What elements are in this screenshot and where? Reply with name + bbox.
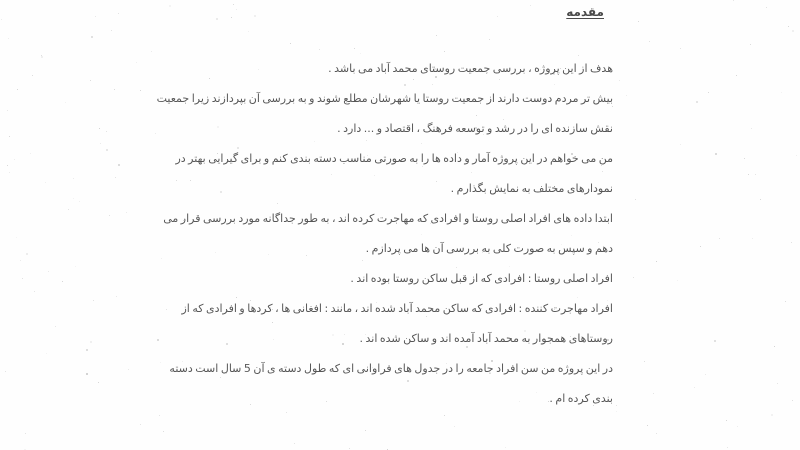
text-line: من می خواهم در این پروژه آمار و داده ها را به صورتی مناسب دسته بندی کنم و برای گیرایی بهتر در xyxy=(175,152,613,165)
text-line: افراد اصلی روستا : افرادی که از قبل ساکن روستا بوده اند . xyxy=(350,272,613,285)
text-line: دهم و سپس به صورت کلی به بررسی آن ها می پردازم . xyxy=(365,242,613,255)
document-title: مقدمه xyxy=(566,5,604,19)
text-line: در این پروژه من سن افراد جامعه را در جدول های فراوانی ای که طول دسته ی آن 5 سال است دسته xyxy=(169,362,613,375)
document-body xyxy=(156,54,613,414)
text-line: نمودارهای مختلف به نمایش بگذارم . xyxy=(450,182,613,195)
text-line: ابتدا داده های افراد اصلی روستا و افرادی که مهاجرت کرده اند ، به طور جداگانه مورد بررسی قرار می xyxy=(163,212,613,225)
text-line: افراد مهاجرت کننده : افرادی که ساکن محمد آباد شده اند ، مانند : افغانی ها ، کردها و افرادی که از xyxy=(181,302,613,315)
text-line: هدف از این پروژه ، بررسی جمعیت روستای محمد آباد می باشد . xyxy=(328,62,613,75)
text-line: روستاهای همجوار به محمد آباد آمده اند و ساکن شده اند . xyxy=(359,332,613,345)
text-line: بندی کرده ام . xyxy=(549,392,613,405)
text-line: نقش سازنده ای را در رشد و توسعه فرهنگ ، اقتصاد و ... دارد . xyxy=(337,122,613,135)
text-line: بیش تر مردم دوست دارند از جمعیت روستا یا شهرشان مطلع شوند و به بررسی آن بپردازند زیرا جمعیت xyxy=(156,92,613,105)
